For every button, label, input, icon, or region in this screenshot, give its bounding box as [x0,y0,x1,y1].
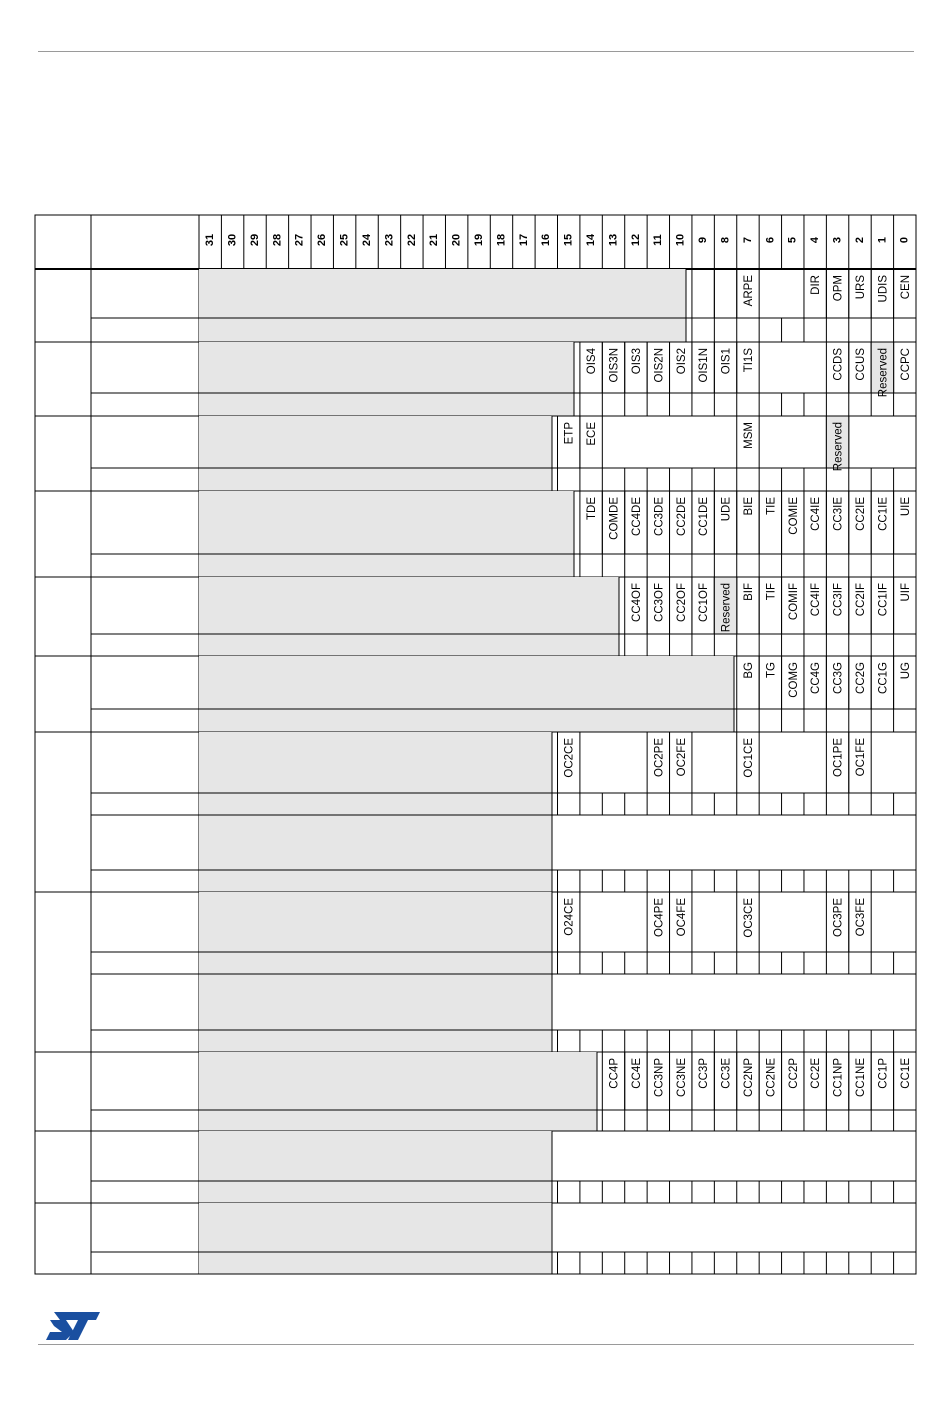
bit-field-label: CC1OF [698,583,711,622]
bit-field-label: CC4IE [810,497,823,531]
bit-number: 2 [853,236,866,244]
bit-field-label: TIE [765,497,778,515]
bit-field-label: OIS3N [608,348,621,383]
bit-field-label: COMDE [608,497,621,540]
bit-field-label: COMG [787,662,800,698]
bit-field-label: TIF [765,583,778,601]
bit-field-label: OIS1N [698,348,711,383]
bit-field-label: CC3DE [653,497,666,536]
bit-field-label: CC1E [899,1058,912,1089]
reserved-area [199,269,686,342]
bit-field-label: OPM [832,275,845,302]
bit-number: 25 [338,233,351,247]
bit-number: 23 [383,233,396,247]
bit-field-label: CC3P [698,1058,711,1089]
bit-field-label: OIS1 [720,348,733,375]
bit-field-label: CC3IF [832,583,845,617]
bit-field-label: UIF [899,583,912,602]
bit-field-label: Reserved [720,583,733,633]
bit-field-label: UDIS [877,275,890,303]
bit-field-label: CCDS [832,348,845,381]
bit-field-label: CC1G [877,662,890,694]
bit-field-label: CC3OF [653,583,666,622]
bit-field-label: CC1IF [877,583,890,617]
bit-field-label: OC4PE [653,898,666,937]
bit-field-label: CCUS [855,348,868,381]
bit-field-label: BIE [742,497,755,516]
bit-field-label: DIR [810,275,823,295]
bit-field-label: OC1CE [742,738,755,778]
bit-field-label: CC1DE [698,497,711,536]
bit-number: 8 [719,236,732,244]
bit-field-label: CC2NP [742,1058,755,1097]
bit-field-label: CC2G [855,662,868,694]
bit-field-label: OC3CE [742,898,755,938]
bit-number: 9 [697,236,710,244]
bit-field-label: TI1S [742,348,755,373]
bit-number: 4 [809,236,822,244]
bit-field-label: ARPE [742,275,755,307]
bit-field-label: CC2E [810,1058,823,1089]
bit-number: 30 [226,233,239,247]
bit-field-label: CC3NE [675,1058,688,1097]
bit-number: 31 [204,233,217,247]
bit-field-label: BIF [742,583,755,601]
bit-field-label: CC1IE [877,497,890,531]
bit-number: 18 [495,233,508,247]
bit-field-label: OC4FE [675,898,688,937]
bit-field-label: ECE [586,422,599,446]
bit-field-label: OC3PE [832,898,845,937]
bit-field-label: CC4P [608,1058,621,1089]
bit-field-label: Reserved [832,422,845,472]
bit-field-label: URS [855,275,868,300]
bit-number: 26 [316,233,329,247]
bit-field-label: CC2IF [855,583,868,617]
bit-field-label: CC1NP [832,1058,845,1097]
bit-field-label: TG [765,662,778,678]
reserved-area [199,1131,552,1203]
reserved-area [199,577,619,656]
bit-field-label: MSM [742,422,755,449]
reserved-area [199,732,552,892]
bit-number: 6 [764,236,777,244]
bit-number: 7 [741,236,754,244]
bit-field-label: COMIF [787,583,800,621]
bit-field-label: CC3IE [832,497,845,531]
reserved-area [199,1052,597,1131]
bit-field-label: OIS2 [675,348,688,375]
st-logo-icon [44,1310,100,1344]
bit-field-label: COMIE [787,497,800,535]
bit-field-label: CC2P [787,1058,800,1089]
bit-field-label: CC4DE [630,497,643,536]
bit-field-label: CC1NE [855,1058,868,1097]
bit-field-label: BG [742,662,755,679]
bit-number: 1 [876,236,889,244]
bit-number: 5 [786,236,799,244]
bit-number: 11 [652,234,665,246]
bit-field-label: CC4E [630,1058,643,1089]
bit-number: 13 [607,233,620,247]
reserved-area [199,416,552,491]
bit-field-label: CC3E [720,1058,733,1089]
bit-field-label: CCPC [899,348,912,381]
bit-field-label: CC4G [810,662,823,694]
bit-field-label: CC2DE [675,497,688,536]
bit-field-label: CC4IF [810,583,823,617]
bit-field-label: CC4OF [630,583,643,622]
bit-number: 28 [271,233,284,247]
bit-field-label: CC1P [877,1058,890,1089]
bit-number: 0 [898,236,911,244]
reserved-area [199,1203,552,1274]
bit-field-label: UG [899,662,912,680]
bit-number: 27 [293,233,306,247]
bit-number: 15 [562,233,575,247]
bit-field-label: UDE [720,497,733,522]
bit-field-label: OIS2N [653,348,666,383]
bit-field-label: CC3NP [653,1058,666,1097]
bit-number: 19 [472,233,485,247]
bit-field-label: ETP [563,422,576,445]
bit-number: 20 [450,233,463,247]
bit-field-label: CC2IE [855,497,868,531]
bit-field-label: OC2FE [675,738,688,777]
bit-field-label: Reserved [877,348,890,398]
bit-field-label: TDE [586,497,599,520]
bit-field-label: OC2CE [563,738,576,778]
bit-field-label: CC2OF [675,583,688,622]
reserved-area [199,656,734,732]
reserved-area [199,342,574,416]
bit-number: 17 [517,233,530,247]
reserved-area [199,491,574,577]
bit-field-label: OC2PE [653,738,666,777]
bit-number: 24 [360,233,373,247]
bit-number: 21 [428,233,441,247]
reserved-area [199,892,552,1052]
bit-field-label: UIE [899,497,912,517]
bit-number: 10 [674,233,687,247]
bit-field-label: OIS3 [630,348,643,375]
bit-field-label: OIS4 [586,348,599,375]
bit-field-label: OC1FE [855,738,868,777]
bit-number: 14 [585,233,598,247]
bit-number: 16 [540,233,553,247]
bit-field-label: CEN [899,275,912,300]
bit-field-label: O24CE [563,898,576,936]
bit-number: 22 [405,233,418,247]
bit-number: 29 [248,233,261,247]
bit-number: 12 [629,233,642,247]
bit-field-label: CC2NE [765,1058,778,1097]
bit-field-label: OC3FE [855,898,868,937]
bit-number: 3 [831,236,844,244]
bit-field-label: OC1PE [832,738,845,777]
footer-rule [38,1344,914,1345]
bit-field-label: CC3G [832,662,845,694]
